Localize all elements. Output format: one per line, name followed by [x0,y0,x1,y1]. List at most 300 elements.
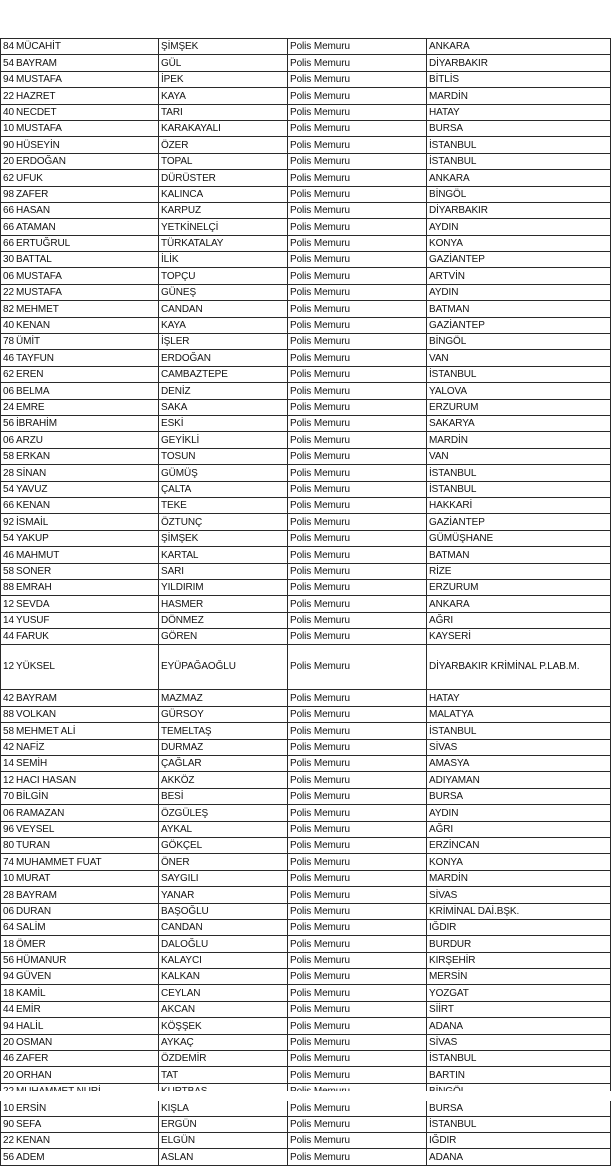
row-code: 18 [3,938,14,950]
title-cell: Polis Memuru [288,629,427,645]
location-cell: VAN [427,350,611,366]
surname-cell: SAYGILI [159,870,288,886]
row-code: 94 [3,1020,14,1032]
table-row [1,268,611,284]
row-code: 14 [3,615,14,627]
first-name-cell [1,805,159,821]
title-cell: Polis Memuru [288,448,427,464]
row-code: 88 [3,709,14,721]
first-name-cell [1,952,159,968]
first-name: MUSTAFA [16,123,62,135]
first-name-cell [1,268,159,284]
surname-cell: TEKE [159,497,288,513]
table-row [1,252,611,268]
first-name: ZAFER [16,188,49,200]
location-cell: AYDIN [427,219,611,235]
title-cell: Polis Memuru [288,645,427,690]
first-name-cell [1,579,159,595]
row-code: 58 [3,451,14,463]
first-name-cell [1,1149,159,1165]
location-cell: MARDİN [427,870,611,886]
row-code: 80 [3,840,14,852]
row-code: 58 [3,565,14,577]
table-row [1,186,611,202]
row-code: 10 [3,1102,14,1114]
title-cell: Polis Memuru [288,415,427,431]
title-cell: Polis Memuru [288,88,427,104]
title-cell: Polis Memuru [288,854,427,870]
personnel-table-body [1,39,611,1166]
first-name: HASAN [16,205,50,217]
table-row [1,547,611,563]
location-cell: VAN [427,448,611,464]
first-name-cell [1,1018,159,1034]
title-cell: Polis Memuru [288,837,427,853]
row-code: 92 [3,516,14,528]
location-cell: BURSA [427,120,611,136]
title-cell: Polis Memuru [288,120,427,136]
row-code: 54 [3,483,14,495]
first-name: MUSTAFA [16,287,62,299]
title-cell: Polis Memuru [288,235,427,251]
title-cell: Polis Memuru [288,547,427,563]
first-name-cell [1,334,159,350]
title-cell: Polis Memuru [288,71,427,87]
surname-cell: TARI [159,104,288,120]
surname-cell: BESİ [159,788,288,804]
row-code: 46 [3,1053,14,1065]
first-name-cell [1,88,159,104]
first-name: KENAN [16,500,50,512]
title-cell: Polis Memuru [288,170,427,186]
location-cell: SİVAS [427,1034,611,1050]
first-name: ZAFER [16,1053,49,1065]
first-name-cell [1,919,159,935]
first-name: İSMAİL [16,516,49,528]
row-code: 54 [3,57,14,69]
location-cell: MERSİN [427,969,611,985]
location-cell: ANKARA [427,170,611,186]
row-code: 90 [3,1119,14,1130]
title-cell: Polis Memuru [288,596,427,612]
location-cell: ERZURUM [427,399,611,415]
table-row [1,690,611,706]
first-name: ERSİN [16,1102,47,1114]
location-cell: BURSA [427,1100,611,1116]
first-name-cell [1,137,159,153]
first-name-cell [1,870,159,886]
table-row [1,772,611,788]
row-code: 12 [3,661,14,673]
surname-cell: AKKÖZ [159,772,288,788]
title-cell: Polis Memuru [288,481,427,497]
title-cell: Polis Memuru [288,723,427,739]
row-code: 94 [3,74,14,86]
surname-cell: CANDAN [159,919,288,935]
location-cell: IĞDIR [427,1133,611,1149]
location-cell: HAKKARİ [427,497,611,513]
table-row [1,854,611,870]
row-code: 46 [3,352,14,364]
first-name-cell [1,612,159,628]
table-row [1,1051,611,1067]
table-row [1,104,611,120]
surname-cell: GÖKÇEL [159,837,288,853]
surname-cell: KÖŞŞEK [159,1018,288,1034]
first-name-cell [1,514,159,530]
first-name: BAYRAM [16,889,57,901]
row-code: 06 [3,385,14,397]
surname-cell: DÖNMEZ [159,612,288,628]
location-cell: BARTIN [427,1067,611,1083]
first-name-cell [1,903,159,919]
title-cell: Polis Memuru [288,739,427,755]
surname-cell: MAZMAZ [159,690,288,706]
surname-cell: ÇAĞLAR [159,756,288,772]
location-cell: BATMAN [427,301,611,317]
first-name-cell [1,415,159,431]
title-cell: Polis Memuru [288,1116,427,1132]
first-name: EMRAH [16,582,52,594]
surname-cell: DENİZ [159,383,288,399]
title-cell: Polis Memuru [288,399,427,415]
location-cell: KONYA [427,235,611,251]
row-code: 44 [3,1004,14,1016]
surname-cell: GÜL [159,55,288,71]
row-code: 10 [3,873,14,885]
surname-cell: KARPUZ [159,202,288,218]
first-name: YAKUP [16,533,49,545]
table-row [1,415,611,431]
row-code: 96 [3,823,14,835]
first-name: EMRE [16,401,45,413]
table-row [1,903,611,919]
first-name-cell [1,936,159,952]
row-code: 20 [3,156,14,168]
location-cell: ADANA [427,1149,611,1165]
first-name-cell [1,383,159,399]
first-name: YAVUZ [16,483,48,495]
location-cell: BURDUR [427,936,611,952]
surname-cell: EYÜPAĞAOĞLU [159,645,288,690]
first-name: TURAN [16,840,50,852]
first-name: MEHMET [16,303,59,315]
title-cell: Polis Memuru [288,1051,427,1067]
location-cell: İSTANBUL [427,137,611,153]
first-name: HACI HASAN [16,774,77,786]
first-name: SEVDA [16,598,50,610]
surname-cell: DÜRÜSTER [159,170,288,186]
first-name: RAMAZAN [16,807,65,819]
title-cell: Polis Memuru [288,706,427,722]
first-name-cell [1,690,159,706]
surname-cell: CANDAN [159,301,288,317]
table-row [1,837,611,853]
table-row [1,739,611,755]
surname-cell: SAKA [159,399,288,415]
location-cell: GAZİANTEP [427,514,611,530]
first-name: EMİR [16,1004,41,1016]
title-cell: Polis Memuru [288,186,427,202]
page-bottom-margin [0,1091,614,1101]
table-row [1,706,611,722]
title-cell: Polis Memuru [288,252,427,268]
first-name-cell [1,465,159,481]
surname-cell: CAMBAZTEPE [159,366,288,382]
surname-cell: HASMER [159,596,288,612]
first-name: TAYFUN [16,352,54,364]
surname-cell: TÜRKATALAY [159,235,288,251]
surname-cell: DALOĞLU [159,936,288,952]
title-cell: Polis Memuru [288,55,427,71]
first-name: ÜMİT [16,336,41,348]
surname-cell: GÜMÜŞ [159,465,288,481]
row-code: 28 [3,467,14,479]
table-row [1,350,611,366]
location-cell: HATAY [427,690,611,706]
first-name-cell [1,153,159,169]
title-cell: Polis Memuru [288,137,427,153]
first-name: SEMİH [16,758,48,770]
table-row [1,952,611,968]
title-cell: Polis Memuru [288,497,427,513]
table-row [1,465,611,481]
first-name-cell [1,739,159,755]
row-code: 20 [3,1037,14,1049]
first-name-cell [1,969,159,985]
first-name-cell [1,170,159,186]
first-name-cell [1,399,159,415]
title-cell: Polis Memuru [288,219,427,235]
surname-cell: BAŞOĞLU [159,903,288,919]
first-name-cell [1,756,159,772]
table-row [1,301,611,317]
surname-cell: KAYA [159,317,288,333]
row-code: 18 [3,987,14,999]
surname-cell: ÇALTA [159,481,288,497]
first-name: BAYRAM [16,692,57,704]
first-name: HALİL [16,1020,44,1032]
first-name: SEFA [16,1119,42,1130]
table-row [1,481,611,497]
first-name: YÜKSEL [16,661,55,673]
row-code: 10 [3,123,14,135]
surname-cell: GÜRSOY [159,706,288,722]
location-cell: YALOVA [427,383,611,399]
surname-cell: TOSUN [159,448,288,464]
surname-cell: KALINCA [159,186,288,202]
row-code: 40 [3,106,14,118]
first-name: BİLGİN [16,791,49,803]
location-cell: SAKARYA [427,415,611,431]
location-cell: İSTANBUL [427,723,611,739]
surname-cell: CEYLAN [159,985,288,1001]
surname-cell: ELGÜN [159,1133,288,1149]
first-name-cell [1,39,159,55]
table-row [1,284,611,300]
location-cell: ERZİNCAN [427,837,611,853]
table-row [1,821,611,837]
first-name-cell [1,497,159,513]
location-cell: ANKARA [427,39,611,55]
location-cell: DİYARBAKIR KRİMİNAL P.LAB.M. [427,645,611,690]
table-row [1,612,611,628]
surname-cell: ERGÜN [159,1116,288,1132]
table-row [1,39,611,55]
location-cell: GAZİANTEP [427,252,611,268]
first-name-cell [1,563,159,579]
title-cell: Polis Memuru [288,936,427,952]
first-name: ERTUĞRUL [16,238,71,250]
table-row [1,1018,611,1034]
location-cell: DİYARBAKIR [427,202,611,218]
table-row [1,153,611,169]
surname-cell: ESKİ [159,415,288,431]
location-cell: SİVAS [427,739,611,755]
location-cell: MALATYA [427,706,611,722]
location-cell: İSTANBUL [427,153,611,169]
first-name: SONER [16,565,52,577]
row-code: 06 [3,807,14,819]
title-cell: Polis Memuru [288,887,427,903]
surname-cell: ŞİMŞEK [159,39,288,55]
surname-cell: İŞLER [159,334,288,350]
title-cell: Polis Memuru [288,903,427,919]
location-cell: ERZURUM [427,579,611,595]
first-name: SALİM [16,922,46,934]
surname-cell: AKCAN [159,1001,288,1017]
title-cell: Polis Memuru [288,1067,427,1083]
surname-cell: ÖZGÜLEŞ [159,805,288,821]
first-name-cell [1,350,159,366]
title-cell: Polis Memuru [288,465,427,481]
first-name-cell [1,1100,159,1116]
location-cell: KONYA [427,854,611,870]
first-name-cell [1,723,159,739]
surname-cell: KAYA [159,88,288,104]
table-row [1,399,611,415]
surname-cell: ÖZDEMİR [159,1051,288,1067]
first-name-cell [1,887,159,903]
title-cell: Polis Memuru [288,153,427,169]
title-cell: Polis Memuru [288,756,427,772]
first-name-cell [1,301,159,317]
first-name: MUSTAFA [16,74,62,86]
row-code: 74 [3,856,14,868]
row-code: 54 [3,533,14,545]
surname-cell: ŞİMŞEK [159,530,288,546]
row-code: 14 [3,758,14,770]
table-row [1,334,611,350]
row-code: 06 [3,270,14,282]
surname-cell: KALKAN [159,969,288,985]
row-code: 28 [3,889,14,901]
row-code: 56 [3,1151,14,1163]
location-cell: GAZİANTEP [427,317,611,333]
surname-cell: TOPÇU [159,268,288,284]
first-name-cell [1,120,159,136]
table-row [1,1001,611,1017]
first-name: MÜCAHİT [16,41,61,53]
table-row [1,579,611,595]
surname-cell: İLİK [159,252,288,268]
location-cell: ANKARA [427,596,611,612]
location-cell: BURSA [427,788,611,804]
first-name: ORHAN [16,1069,52,1081]
title-cell: Polis Memuru [288,870,427,886]
first-name: VEYSEL [16,823,55,835]
table-row [1,317,611,333]
row-code: 22 [3,90,14,102]
surname-cell: AYKAL [159,821,288,837]
location-cell: YOZGAT [427,985,611,1001]
title-cell: Polis Memuru [288,268,427,284]
first-name: SİNAN [16,467,47,479]
first-name-cell [1,1001,159,1017]
row-code: 56 [3,955,14,967]
location-cell: İSTANBUL [427,465,611,481]
first-name-cell [1,985,159,1001]
title-cell: Polis Memuru [288,1100,427,1116]
first-name-cell [1,186,159,202]
surname-cell: KIŞLA [159,1100,288,1116]
surname-cell: AYKAÇ [159,1034,288,1050]
title-cell: Polis Memuru [288,514,427,530]
first-name-cell [1,481,159,497]
row-code: 66 [3,238,14,250]
table-row [1,1133,611,1149]
title-cell: Polis Memuru [288,350,427,366]
first-name: MEHMET ALİ [16,725,76,737]
first-name-cell [1,645,159,690]
surname-cell: İPEK [159,71,288,87]
surname-cell: ÖZER [159,137,288,153]
location-cell: BİNGÖL [427,186,611,202]
title-cell: Polis Memuru [288,317,427,333]
first-name-cell [1,1067,159,1083]
first-name-cell [1,706,159,722]
first-name: BELMA [16,385,50,397]
row-code: 20 [3,1069,14,1081]
first-name-cell [1,1051,159,1067]
table-row [1,919,611,935]
title-cell: Polis Memuru [288,432,427,448]
title-cell: Polis Memuru [288,104,427,120]
location-cell: KAYSERİ [427,629,611,645]
table-row [1,55,611,71]
row-code: 94 [3,971,14,983]
title-cell: Polis Memuru [288,301,427,317]
first-name-cell [1,772,159,788]
row-code: 98 [3,188,14,200]
first-name-cell [1,448,159,464]
table-row [1,1100,611,1116]
table-row [1,969,611,985]
first-name: VOLKAN [16,709,56,721]
first-name: BATTAL [16,254,52,266]
surname-cell: YILDIRIM [159,579,288,595]
table-row [1,170,611,186]
surname-cell: SARI [159,563,288,579]
location-cell: KIRŞEHİR [427,952,611,968]
table-row [1,366,611,382]
title-cell: Polis Memuru [288,366,427,382]
row-code: 78 [3,336,14,348]
table-row [1,788,611,804]
row-code: 22 [3,287,14,299]
first-name: DURAN [16,905,52,917]
title-cell: Polis Memuru [288,612,427,628]
